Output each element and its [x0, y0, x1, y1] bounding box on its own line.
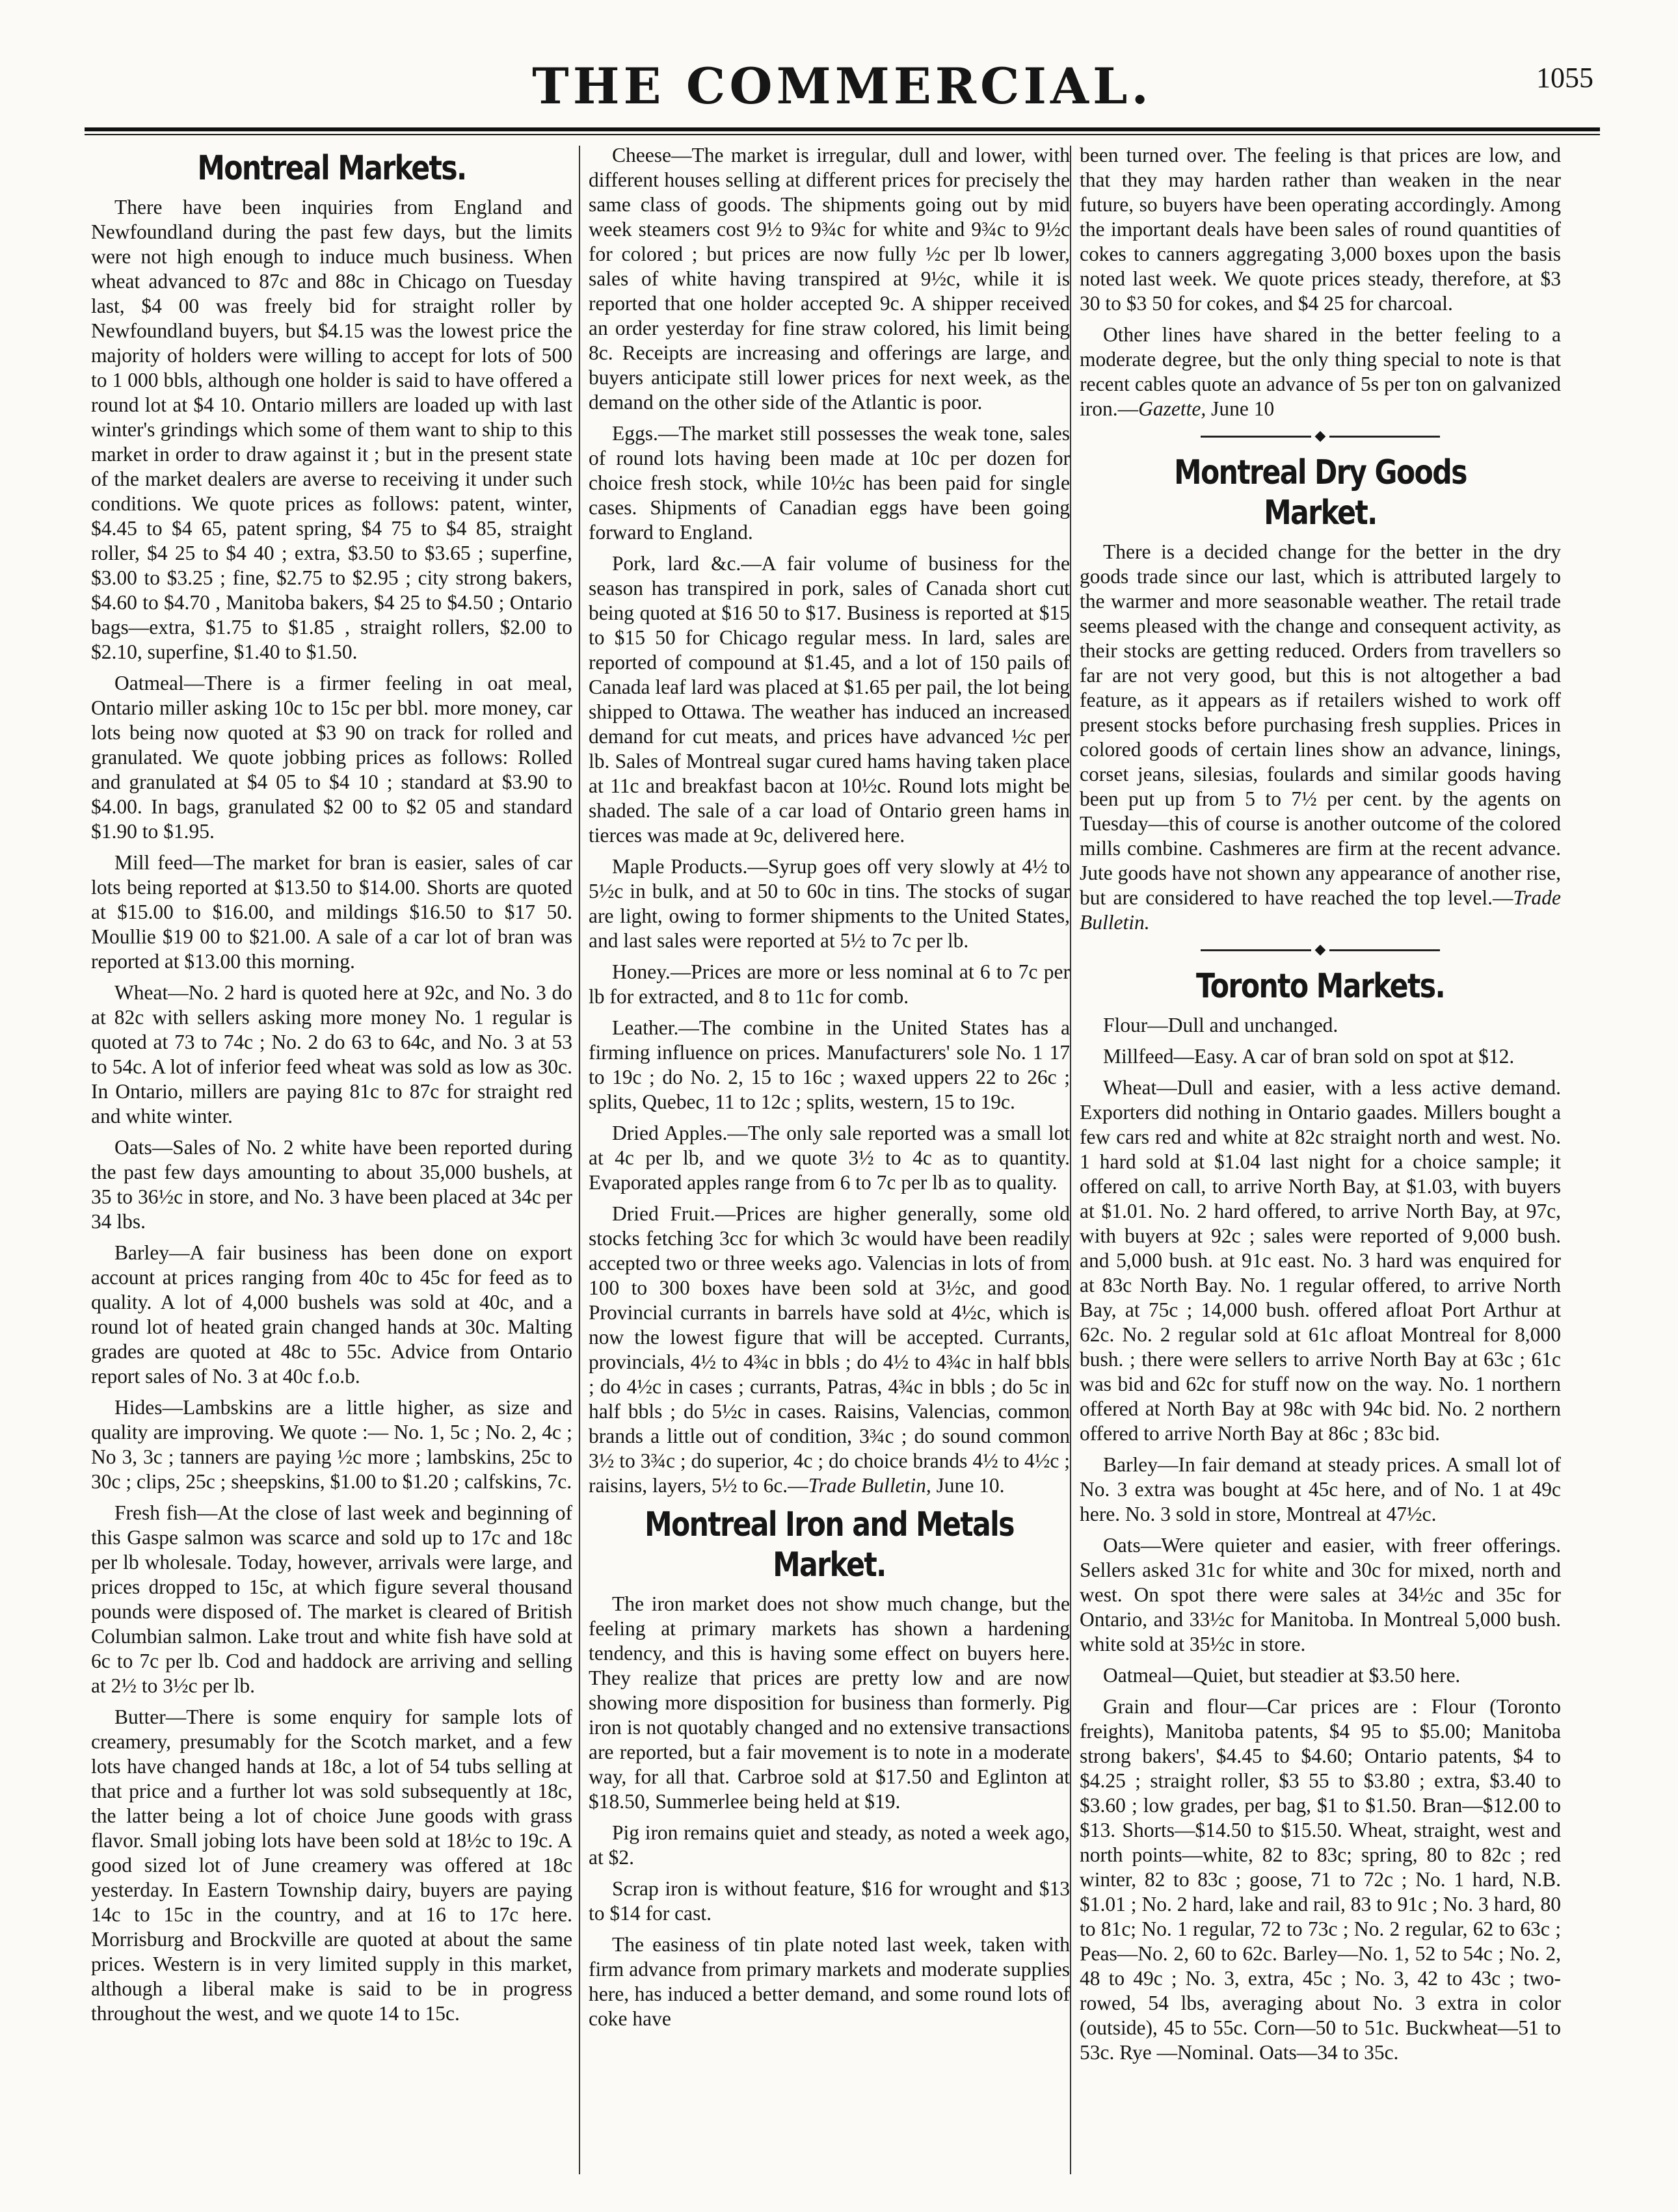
- article-paragraph: [91, 195, 572, 665]
- section-separator: ◆: [1080, 428, 1561, 443]
- article-heading: Montreal Iron and Metals Market.: [645, 1505, 1014, 1585]
- article-paragraph: [1080, 143, 1561, 316]
- masthead-rule-thick: [85, 127, 1600, 131]
- paragraph-text: Oatmeal—There is a firmer feeling in oat meal, Ontario miller asking 10c to 15c per bbl. more money, car lots being now quoted at $3 90 on track for rolled and granulated. We quote jobbing prices as follows: Rolled and granulated at $4 05 to $4 10 ; standard at $3.90 to $4.00. In bags, granulated $2 00 to $2 05 and standard $1.90 to $1.95.: [91, 672, 572, 843]
- paragraph-text: Maple Products.—Syrup goes off very slowly at 4½ to 5½c in bulk, and at 50 to 60c in tins. The stocks of sugar are light, owing to former shipments to the United States, and last sales were reported at 5½ to 7c per lb.: [589, 855, 1070, 952]
- article-paragraph: [589, 854, 1070, 953]
- article-paragraph: [1080, 1075, 1561, 1446]
- column-1: [91, 143, 572, 2191]
- article-paragraph: [589, 421, 1070, 545]
- paragraph-text: Oats—Sales of No. 2 white have been reported during the past few days amounting to about 35,000 bushels, at 35 to 36½c in store, and No. 3 have been placed at 34c per 34 lbs.: [91, 1136, 572, 1233]
- article-paragraph: [589, 1932, 1070, 2031]
- paragraph-text: There have been inquiries from England and Newfoundland during the past few days, but the limits were not high enough to induce much business. When wheat advanced to 87c and 88c in Chicago on Tuesday last, $4 00 was freely bid for straight roller by Newfoundland buyers, but $4.15 was the lowest price the majority of holders were willing to accept for lots of 500 to 1 000 bbls, although one holder is said to have offered a round lot at $4 10. Ontario millers are loaded up with last winter's grindings which some of them want to ship to this market in order to draw against it ; but in the present state of the market dealers are averse to receiving it under such conditions. We quote prices as follows: patent, winter, $4.45 to $4 65, patent spring, $4 75 to $4 85, straight roller, $4 25 to $4 40 ; extra, $3.50 to $3.65 ; superfine, $3.00 to $3.25 ; fine, $2.75 to $2.95 ; city strong bakers, $4.60 to $4.70 , Manitoba bakers, $4 25 to $4.50 ; Ontario bags—extra, $1.75 to $1.85 , straight rollers, $2.00 to $2.10, superfine, $1.40 to $1.50.: [91, 196, 572, 663]
- masthead: [85, 38, 1600, 135]
- column-3: [1080, 143, 1561, 2191]
- article-paragraph: [589, 1121, 1070, 1195]
- paragraph-text: Wheat—No. 2 hard is quoted here at 92c, and No. 3 do at 82c with sellers asking more money No. 1 regular is quoted at 73 to 74c ; No. 2 do 63 to 64c, and No. 3 at 53 to 54c. A lot of inferior feed wheat was sold as low as 30c. In Ontario, millers are paying 81c to 87c for straight red and white winter.: [91, 981, 572, 1127]
- paragraph-text: Barley—A fair business has been done on export account at prices ranging from 40c to 45c for feed as to quality. A lot of 4,000 bushels was sold at 40c, and a round lot of heated grain changed hands at 30c. Malting grades are quoted at 48c to 55c. Advice from Ontario report sales of No. 3 at 40c f.o.b.: [91, 1241, 572, 1388]
- paragraph-text: Scrap iron is without feature, $16 for wrought and $13 to $14 for cast.: [589, 1877, 1070, 1925]
- paragraph-text: Barley—In fair demand at steady prices. A small lot of No. 3 extra was bought at 45c here, and of No. 1 at 49c here. No. 3 sold in store, Montreal at 47½c.: [1080, 1453, 1561, 1525]
- paragraph-text: Wheat—Dull and easier, with a less active demand. Exporters did nothing in Ontario gaades. Millers bought a few cars red and white at 82c straight north and west. No. 1 hard sold at $1.04 last night for a choice sample; it offered on call, to arrive North Bay, at $1.03, with buyers at $1.01. No. 2 hard offered, to arrive North Bay, at 97c, with buyers at 92c ; sales were reported of 9,000 bush. and 5,000 bush. at 91c east. No. 3 hard was enquired for at 83c North Bay. No. 1 regular offered, to arrive North Bay, at 75c ; 14,000 bush. offered afloat Port Arthur at 62c. No. 2 regular sold at 61c afloat Montreal for 8,000 bush. ; there were sellers to arrive North Bay at 63c ; 61c was bid and 62c for stuff now on the way. No. 1 northern offered at North Bay at 98c with 94c bid. No. 2 northern offered to arrive North Bay at 86c ; 83c bid.: [1080, 1076, 1561, 1445]
- article-paragraph: [589, 1592, 1070, 1814]
- paragraph-text: Pork, lard &c.—A fair volume of business for the season has transpired in pork, sales of Canada short cut being quoted at $16 50 to $17. Business is reported at $15 to $15 50 for Chicago regular mess. In lard, sales are reported of compound at $1.45, and a lot of 150 pails of Canada leaf lard was placed at $1.65 per pail, the lot being shipped to Ottawa. The weather has induced an increased demand for cut meats, and prices have advanced ½c per lb. Sales of Montreal sugar cured hams having taken place at 11c and breakfast bacon at 10½c. Round lots might be shaded. The sale of a car load of Ontario green hams in tierces was made at 9c, delivered here.: [589, 552, 1070, 847]
- paragraph-text: Fresh fish—At the close of last week and beginning of this Gaspe salmon was scarce and sold up to 17c and 18c per lb wholesale. Today, however, arrivals were large, and prices dropped to 15c, at which figure several thousand pounds were disposed of. The market is cleared of British Columbian salmon. Lake trout and white fish have sold at 6c to 7c per lb. Cod and haddock are arriving and selling at 2½ to 3½c per lb.: [91, 1501, 572, 1697]
- article-paragraph: [91, 981, 572, 1129]
- source-date: June 10.: [931, 1474, 1005, 1497]
- article-paragraph: [589, 1876, 1070, 1926]
- article-paragraph: [1080, 1013, 1561, 1038]
- article-paragraph: [589, 551, 1070, 848]
- article-paragraph: [91, 1395, 572, 1494]
- article-paragraph: [91, 1135, 572, 1234]
- paragraph-text: Honey.—Prices are more or less nominal at 6 to 7c per lb for extracted, and 8 to 11c for comb.: [589, 960, 1070, 1008]
- paragraph-text: Flour—Dull and unchanged.: [1103, 1014, 1338, 1036]
- article-paragraph: [589, 1821, 1070, 1870]
- paragraph-text: Pig iron remains quiet and steady, as noted a week ago, at $2.: [589, 1821, 1070, 1869]
- article-heading: Montreal Markets.: [197, 149, 466, 188]
- article-paragraph: [91, 671, 572, 844]
- article-heading: Montreal Dry Goods Market.: [1174, 453, 1467, 533]
- article-paragraph: [91, 1705, 572, 2026]
- paragraph-text: been turned over. The feeling is that prices are low, and that they may harden rather than weaken in the near future, so buyers have been operating accordingly. Among the important deals have been sales of round quantities of cokes to canners aggregating 3,000 boxes upon the basis noted last week. We quote prices steady, therefore, at $3 30 to $3 50 for cokes, and $4 25 for charcoal.: [1080, 144, 1561, 315]
- source-date: June 10: [1206, 397, 1275, 420]
- paragraph-text: Cheese—The market is irregular, dull and lower, with different houses selling at different prices for precisely the same class of goods. The shipments going out by mid week steamers cost 9½ to 9¾c for white and 9¾c to 9½c for colored ; but prices are now fully ½c per lb lower, sales of white having transpired at 9½c, while it is reported that one holder accepted 9c. A shipper received an order yesterday for fine straw colored, his limit being 8c. Receipts are increasing and offerings are large, and buyers anticipate still lower prices for next week, as the demand on the other side of the Atlantic is poor.: [589, 144, 1070, 414]
- column-divider: [579, 146, 580, 2174]
- article-paragraph: [1080, 1453, 1561, 1527]
- paragraph-text: Eggs.—The market still possesses the weak tone, sales of round lots having been made at 10c per dozen for choice fresh stock, while 10½c has been paid for single cases. Shipments of Canadian eggs have been going forward to England.: [589, 422, 1070, 544]
- article-paragraph: [1080, 1533, 1561, 1657]
- paragraph-text: Leather.—The combine in the United States has a firming influence on prices. Manufacturers' sole No. 1 17 to 19c ; do No. 2, 15 to 16c ; waxed uppers 22 to 26c ; splits, Quebec, 11 to 12c ; splits, western, 15 to 19c.: [589, 1016, 1070, 1113]
- article-paragraph: [589, 960, 1070, 1009]
- article-paragraph: [91, 1241, 572, 1389]
- article-paragraph: [589, 1202, 1070, 1498]
- masthead-title: THE COMMERCIAL.: [532, 57, 1152, 115]
- paragraph-text: Other lines have shared in the better feeling to a moderate degree, but the only thing special to note is that recent cables quote an advance of 5s per ton on galvanized iron.—: [1080, 323, 1561, 420]
- column-2: [589, 143, 1070, 2191]
- article-paragraph: [589, 143, 1070, 415]
- paragraph-text: Grain and flour—Car prices are : Flour (Toronto freights), Manitoba patents, $4 95 to $5.00; Manitoba strong bakers', $4.45 to $4.60; Ontario patents, $4 to $4.25 ; straight roller, $3 55 to $3.80 ; extra, $3.40 to $3.60 ; low grades, per bag, $1 to $1.50. Bran—$12.00 to $13. Shorts—$14.50 to $15.50. Wheat, straight, west and north points—white, 82 to 83c; spring, 80 to 82c ; red winter, 82 to 83c ; goose, 71 to 72c ; No. 1 hard, N.B. $1.01 ; No. 2 hard, lake and rail, 83 to 91c ; No. 3 hard, 80 to 81c; No. 1 regular, 72 to 73c ; No. 2 regular, 62 to 63c ; Peas—No. 2, 60 to 62c. Barley—No. 1, 52 to 54c ; No. 2, 48 to 49c ; No. 3, extra, 45c ; No. 3, 42 to 43c ; two-rowed, 54 lbs, averaging about No. 3 extra in color (outside), 45 to 55c. Corn—50 to 51c. Buckwheat—51 to 53c. Rye —Nominal. Oats—34 to 35c.: [1080, 1695, 1561, 2064]
- article-heading: Toronto Markets.: [1195, 967, 1445, 1006]
- paragraph-text: Mill feed—The market for bran is easier, sales of car lots being reported at $13.50 to $14.00. Shorts are quoted at $15.00 to $16.00, and mildings $16.50 to $17 50. Moullie $19 00 to $21.00. A sale of a car lot of bran was reported at $13.00 this morning.: [91, 851, 572, 973]
- paragraph-text: The easiness of tin plate noted last week, taken with firm advance from primary markets and moderate supplies here, has induced a better demand, and some round lots of coke have: [589, 1933, 1070, 2030]
- paragraph-text: Oatmeal—Quiet, but steadier at $3.50 here.: [1103, 1664, 1461, 1687]
- paragraph-text: Millfeed—Easy. A car of bran sold on spot at $12.: [1103, 1045, 1515, 1068]
- article-paragraph: [91, 850, 572, 974]
- article-paragraph: [589, 1016, 1070, 1114]
- section-separator: ◆: [1080, 941, 1561, 957]
- masthead-rule-thin: [85, 134, 1600, 135]
- article-paragraph: [1080, 1044, 1561, 1069]
- source-credit: Trade Bulletin.: [1080, 886, 1561, 934]
- paragraph-text: There is a decided change for the better in the dry goods trade since our last, which is attributed largely to the warmer and more seasonable weather. The retail trade seems pleased with the change and consequent activity, as their stocks are getting reduced. Orders from travellers so far are not very good, but this is not altogether a bad feature, as it appears as if retailers wished to work off present stocks before purchasing fresh supplies. Prices in colored goods of certain lines show an advance, linings, corset jeans, silesias, foulards and similar goods having been put up from 5 to 7½ per cent. by the agents on Tuesday—this of course is another outcome of the colored mills combine. Cashmeres are firm at the recent advance. Jute goods have not shown any appearance of another rise, but are considered to have reached the top level.—: [1080, 540, 1561, 909]
- source-credit: Gazette,: [1138, 397, 1206, 420]
- column-divider: [1070, 146, 1071, 2174]
- paragraph-text: The iron market does not show much change, but the feeling at primary markets has shown a hardening tendency, and this is having some effect on buyers here. They realize that prices are pretty low and are now showing more disposition for business than formerly. Pig iron is not quotably changed and no extensive transactions are reported, but a fair movement is to note in a moderate way, for all that. Carbroe sold at $17.50 and Eglinton at $18.50, Summerlee being held at $19.: [589, 1592, 1070, 1813]
- article-paragraph: [91, 1501, 572, 1698]
- article-paragraph: [1080, 1663, 1561, 1688]
- paragraph-text: Oats—Were quieter and easier, with freer offerings. Sellers asked 31c for white and 30c for mixed, north and west. On spot there were sales at 34½c and 35c for Ontario, and 33½c for Manitoba. In Montreal 5,000 bush. white sold at 35½c in store.: [1080, 1534, 1561, 1655]
- paragraph-text: Dried Apples.—The only sale reported was a small lot at 4c per lb, and we quote 3½ to 4c as to quantity. Evaporated apples range from 6 to 7c per lb as to quality.: [589, 1122, 1070, 1194]
- article-paragraph: [1080, 1694, 1561, 2065]
- page-number: 1055: [1536, 62, 1593, 94]
- article-paragraph: [1080, 323, 1561, 421]
- paragraph-text: Butter—There is some enquiry for sample lots of creamery, presumably for the Scotch market, and a few lots have changed hands at 18c, a lot of 54 tubs selling at that price and a further lot was sold subsequently at 18c, the latter being a lot of choice June goods with grass flavor. Small jobing lots have been sold at 18½c to 19c. A good sized lot of June creamery was offered at 18c yesterday. In Eastern Township dairy, buyers are paying 14c to 15c in the country, and at 16 to 17c here. Morrisburg and Brockville are quoted at about the same prices. Western is in very limited supply in this market, although a liberal make is said to be in progress throughout the west, and we quote 14 to 15c.: [91, 1705, 572, 2025]
- article-paragraph: [1080, 540, 1561, 935]
- paragraph-text: Hides—Lambskins are a little higher, as size and quality are improving. We quote :— No. 1, 5c ; No. 2, 4c ; No 3, 3c ; tanners are paying ½c more ; lambskins, 25c to 30c ; clips, 25c ; sheepskins, $1.00 to $1.20 ; calfskins, 7c.: [91, 1396, 572, 1493]
- paragraph-text: Dried Fruit.—Prices are higher generally, some old stocks fetching 3cc for which 3c would have been readily accepted two or three weeks ago. Valencias in lots of from 100 to 300 boxes have been sold at 3½c, and good Provincial currants in barrels have sold at 4½c, which is now the lowest figure that will be accepted. Currants, provincials, 4½ to 4¾c in bbls ; do 4½ to 4¾c in half bbls ; do 4½c in cases ; currants, Patras, 4¾c in bbls ; do 5c in half bbls ; do 5½c in cases. Raisins, Valencias, common brands a little out of condition, 3¾c ; do sound common 3½ to 3¾c ; do superior, 4c ; do choice brands 4½ to 4½c ; raisins, layers, 5½ to 6c.—: [589, 1202, 1070, 1497]
- source-credit: Trade Bulletin,: [808, 1474, 931, 1497]
